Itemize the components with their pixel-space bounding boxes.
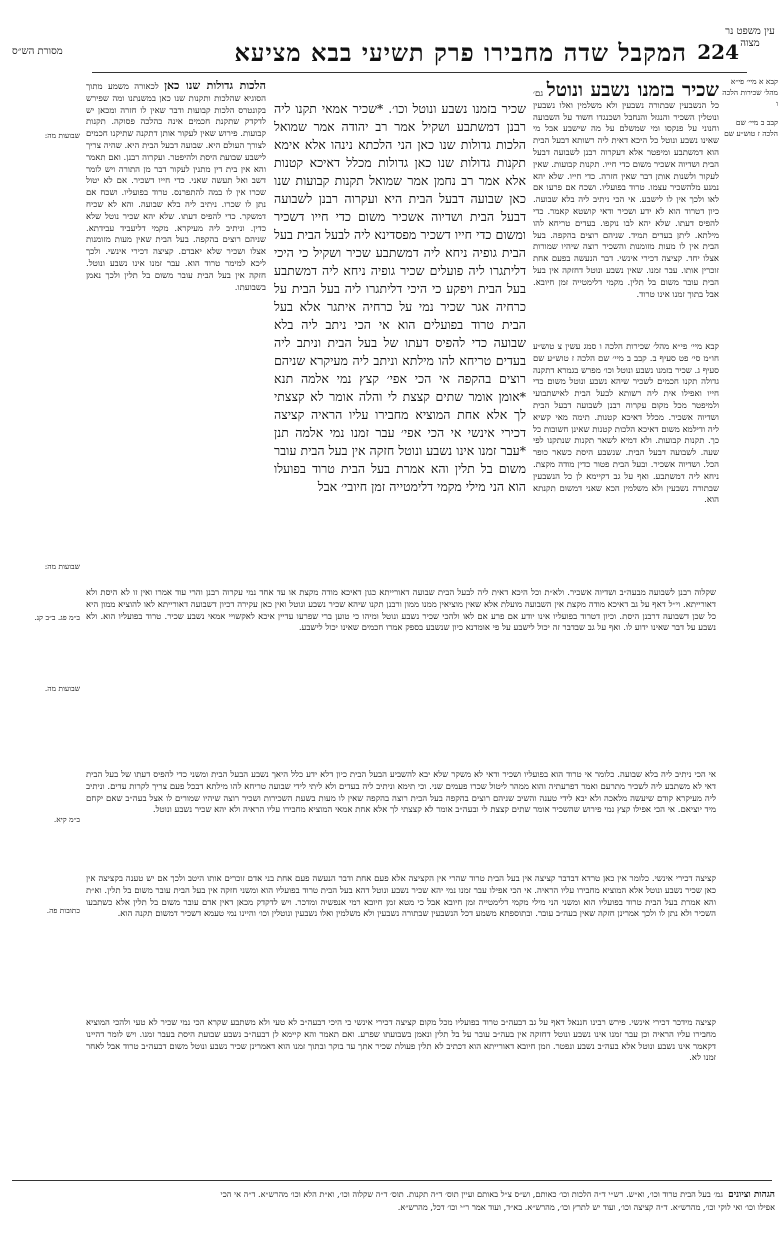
margin-note: כתובות פה. (46, 906, 80, 915)
margin-note: ב״מ פג. ב״ב קנ. (34, 613, 80, 622)
tosafot-text: לכאורה משמע מתוך הסוגיא שהלכות ותקנות שנו כאן במשנתנו ומה שפירש בקונטרס הלכות קבועות ודבר שאין לו חזרה ומכאן יש לדקדק שתקנת חכמים אינה כהלכה פסוקה. תקנות קבועות. פירוש שאין לעקור אותן דתקנה שתיקנו חכמים לצורך העולם היא. שבועה דבעל הבית היא. שהיה צריך לישבע שבועת היסת ולהיפטר. ועקרוה רבנן. ואם תאמר והא אין בית דין מתנין לעקור דבר מן התורה ויש לומר דשב ואל תעשה שאני. כדי חייו דשכיר. אם לא יטול שכרו אין לו במה להתפרנס. טרוד בפועליו. ושכח אם נתן לו שכרו. ניתיב ליה בלא שבועה. והא לא שכיח דמשקר. כדי להפיס דעתו. שלא יהא שכיר נוטל שלא כדין. וניתיב ליה מעיקרא. מקמי דליעביד עבידתא. שניהם רוצים בהקפה. בעל הבית שאין מעות מזומנות אצלו ושכיר שלא יאבדם. קציצה דכירי אינשי. ולכך ליכא למימר טרוד הוא. עבר זמנו אינו נשבע ונוטל. חזקה אין בעל הבית עובר משום בל תלין ולכך נאמן בשבועתו. (86, 82, 266, 293)
right-margin (722, 76, 778, 476)
commentary-paragraph: קציצה דכירי אינשי. כלומר אין כאן טרדא דבדבר קציצה אין בעל הבית טרוד שהרי אין הקציצה אלא פעם אחת ודבר הנעשה פעם אחת בני אדם זוכרים אותו היטב ולכך אם יש טענה בקציצה אין כאן שכיר נשבע ונוטל אלא המוציא מחבירו עליו הראיה. אי הכי אפילו עבר זמנו נמי יהא שכיר נשבע ונוטל דהא בעל הבית טרוד בפועליו הוא ומשני חזקה אין בעל הבית עובר משום בל תלין. וא״ת והא אמרת בעל הבית טרוד בפועליו הוא ומשני הני מילי מקמי דלימטייה זמן חיובא אבל כי מטא זמן חיובא רמי אנפשיה ומדכר. ויש לדקדק מכאן דאין אדם עובר משום בל תלין אלא כשתבעו השכיר ולא נתן לו ולכך אמרינן חזקה שאין בעה״ב עובר. ובתוספתא משמע דכל הנשבעין שבתורה נשבעין ולא משלמין ואלו נשבעין ונוטלין וכו׳ והיינו נמי טעמא דשכיר דמשום תקנה הוא. (86, 874, 716, 920)
rashi-lower-text: קבא מיי׳ פי״א מהל׳ שכירות הלכה ו סמג עשין צ טוש״ע חו״מ סי׳ פט סעיף ב. קבב ב מיי׳ שם הלכה ז טוש״ע שם סעיף ג. שכיר בזמנו נשבע ונוטל וכו׳ מפרש בגמרא דתקנה גדולה תקנו חכמים לשכיר שיהא נשבע ונוטל משום כדי חייו ואפילו אית ליה רשותא לבעל הבית לאישתבועי ולמיפטר מכל מקום עקרוה רבנן לשבועה דבעל הבית ושדיוה אשכיר. מכלל דאיכא קטנות. תימה מאי קשיא ליה ודילמא משום דאיכא הלכות קטנות שאינן חשובות כל כך. תקנות קבועות. ולא דמיא לשאר תקנות שנתקנו לפי שעה. לשבועה דבעל הבית. שנשבע היסת כשאר כופר הכל. ושדיוה אשכיר. ובעל הבית פטור כדין מודה מקצת. ניחא ליה דמשתבע. ואף על גב דקיימא לן כל הנשבעין שבתורה נשבעין ולא משלמין הכא שאני דמשום תקנתא הוא. (533, 342, 719, 506)
margin-note: שבועות מה: (44, 131, 80, 140)
masoret-hashas-label: מסורת הש״ס (12, 46, 63, 57)
page-number: 224 (697, 40, 739, 64)
commentary-paragraph: שקלוה רבנן לשבועה מבעה״ב ושדיוה אשכיר. ולא״ת וכל היכא דאית ליה לבעל הבית שבועה דאורייתא כגון דאיכא מודה מקצת או עד אחד נמי עקרוה רבנן והרי עוד אמרו ואין זו לא היסת ולא דאורייתא. וי״ל דאף על גב דאיכא מודה מקצת אין השבועה מועלת אלא שאין מוציאין ממנו ממון ורבנן תקנו שיהא שכיר נשבע ונוטל ואין כאן עקירה דכיון דשבועה דאורייתא לאו להוציא ממון היא כל שכן דשבועה דרבנן היסת. וכיון דטרוד בפועליו אינו יודע אם פרע אם לאו ולהכי שכיר נשבע ונוטל ומיהו כי טוען ברי שפרעו עדיין איכא לאקשויי אמאי נשבע שכיר. טרוד בפועליו הוא. ולא נשבע על דבר שאינו ידוע לו. ואף על גב שבדבר זה יכול לישבע על פי אומדנא כיון שנשבע בספק אמרו חכמים שאינו יכול לישבע. (86, 588, 716, 634)
margin-note: שבועות מה: (44, 562, 80, 571)
gemara-column (274, 100, 526, 584)
footer-title: הגהות וציונים (728, 1190, 775, 1200)
header-rule (92, 72, 747, 73)
tosafot-title: הלכות גדולות שנו כאן (164, 80, 266, 92)
footer-line-1: גמ׳ בעל הבית טרוד וכו׳, וא״ש. רש״י ד״ה הלכות וכו׳ כאותם, וש״ס צ״ל באותם ועיין תוס׳ ד״ה תקנות. תוס׳ ד״ה שקלוה וכו׳, וא״ת הלא וכו׳ מהרש״א. ד״ה אי הכי (220, 1189, 723, 1199)
left-margin (8, 120, 80, 1120)
ein-mishpat-label: עין משפט נר מצוה (725, 26, 775, 49)
footer-notes (10, 1188, 775, 1218)
margin-note: קבא א מיי׳ פי״א מהל׳ שכירות הלכה ו (722, 77, 778, 108)
margin-note: שבועות מה. (44, 684, 80, 693)
margin-note: ב״מ קיא. (53, 815, 80, 824)
margin-note: קבב ב מיי׳ שם הלכה ז טוש״ע שם (724, 118, 778, 138)
running-title: המקבל שדה מחבירו פרק תשיעי בבא מציעא (234, 38, 687, 67)
gemara-text: שכיר בזמנו נשבע ונוטל וכו׳. *שכיר אמאי תקנו ליה רבנן דמשתבע ושקיל אמר רב יהודה אמר שמואל הלכות גדולות שנו כאן הני הלכתא נינהו אלא אימא תקנות גדולות שנו כאן גדולות מכלל דאיכא קטנות אלא אמר רב נחמן אמר שמואל תקנות קבועות שנו כאן שבועה דבעל הבית היא ועקרוה רבנן לשבועה דבעל הבית ושדיוה אשכיר משום כדי חייו דשכיר ומשום כדי חייו דשכיר מפסדינא ליה לבעל הבית בעל הבית גופיה ניחא ליה דמשתבע שכיר ושקיל כי היכי דליתגרו ליה פועלים שכיר גופיה ניחא ליה דמשתבע בעל הבית ויפקע כי היכי דליתגרו ליה בעל הבית על כרחיה אגר שכיר נמי על כרחיה איתגר אלא בעל הבית טרוד בפועלים הוא אי הכי ניתב ליה בלא שבועה כדי להפיס דעתו של בעל הבית וניתב ליה בעדים טריחא להו מילתא וניתב ליה מעיקרא שניהם רוצים בהקפה אי הכי אפי׳ קצץ נמי אלמה תנא *אומן אומר שתים קצצת לי והלה אומר לא קצצתי לך אלא אחת המוציא מחבירו עליו הראיה קציצה דכירי אינשי אי הכי אפי׳ עבר זמנו נמי אלמה תנן *עבר זמנו אינו נשבע ונוטל חזקה אין בעל הבית עובר משום בל תלין והא אמרת בעל הבית טרוד בפועלו הוא הני מילי מקמי דלימטייה זמן חיובי׳ אבל (274, 101, 526, 494)
rashi-text: גם׳ כל הנשבעין שבתורה נשבעין ולא משלמין ואלו נשבעין ונוטלין השכיר והנגזל והנחבל ושכנגדו חשוד על השבועה וחנוני על פנקסו ומי שמשלם על מה שישבע אבל מי שאינו נשבע ונוטל כל היכא דאית ליה רשותא דבעל הבית הוא דמשתבע ומיפטר אלא דעקרוה רבנן לשבועה דבעל הבית ושדיוה אשכיר משום כדי חייו. תקנות קבועות. שאין לעקור ולשנות אותן דבר שאין חזרה. כדי חייו. שלא יהא נמנע מלהשכיר עצמו. טרוד בפועליו. ושכח אם פרעו אם לאו ולכך אין לו לישבע. אי הכי ניתיב ליה בלא שבועה. כיון דטרוד הוא לא ידע ושכיר ודאי קושטא קאמר. כדי להפיס דעתו. שלא יהא לבו נוקפו. בעדים טריחא להו מילתא. ליתן בעדים תמיד. שניהם רוצים בהקפה. בעל הבית אין לו מעות מזומנות והשכיר רוצה שיהיו שמורות אצלו יחד. קציצה דכירי אינשי. דבר הנעשה בפעם אחת זוכרין אותו. עבר זמנו. שאין נשבע ונוטל דחזקה אין בעל הבית עובר משום בל תלין. מקמי דלימטייה זמן חיובא. אבל בתוך זמנו אינו טרוד. (533, 89, 719, 300)
wide-commentary-3 (86, 874, 716, 1014)
wide-commentary-4 (86, 1018, 716, 1170)
footer-line-2: אפילו וכו׳ ואי לוקי וכו׳, מהרש״א. ד״ה קציצה וכו׳, ועוד יש לתרץ וכו׳, מהרש״א. בא״ד, ועוד אמר ר״י וכו׳ דכל, מהרש״א. (397, 1202, 775, 1212)
tosafot-column (86, 80, 266, 580)
rashi-lower-column (533, 342, 719, 582)
page-header (92, 38, 747, 68)
commentary-paragraph: קציצה מידכר דכירי אינשי. פירש רבינו חננאל דאף על גב דבעה״ב טרוד בפועליו מכל מקום קציצה דכירי אינשי כי היכי דבעה״ב לא טעי ולא משתבע שקרא הכי נמי שכיר לא טעי ולהכי המוציא מחבירו עליו הראיה וכן עבר זמנו אינו נשבע ונוטל דחזקה אין בעה״ב עובר על בל תלין ונאמן בשבועתו שפרע. ואם תאמר והא קיימא לן דבעה״ב נשבע שבועת היסת בעבר זמנו. ויש לומר דהיינו דקאמר אינו נשבע ונוטל אלא בעה״ב נשבע ונפטר. וזמן חיובא דאורייתא הוא דכתיב לא תלין פעולת שכיר אתך עד בוקר ובתוך זמנו הוא דאמרינן שכיר נשבע ונוטל משום דבעה״ב טרוד אבל לאחר זמנו לא. (86, 1018, 716, 1064)
footer-rule (12, 1180, 772, 1181)
wide-commentary-2 (86, 770, 716, 870)
rashi-lead-word: שכיר בזמנו נשבע ונוטל (546, 80, 719, 101)
wide-commentary-1 (86, 588, 716, 764)
commentary-paragraph: אי הכי ניתיב ליה בלא שבועה. כלומר אי טרוד הוא בפועליו ושכיר ודאי לא משקר שלא יבא להשביע הבעל הבית כיון דלא ידע כלל היאך נשבע הבעל הבית ומשני כדי להפיס דעתו של בעל הבית דאי לא משתבע ליה לשכיר מתרעם ואמר דפרעתיה והוא ממהר ליטול שכרו פעמים שני. וכי תימא וניתיב ליה בעדים ולא ליתי לידי שבועה טריחא להו מילתא דבכל פעם צריך לקרות עדים. וניתיב ליה מעיקרא קודם שיעשה מלאכה ולא יבא לידי טענה והשיב שניהם רוצים בהקפה בעל הבית רוצה בהקפה שאין לו מעות בשעת השכירות ושכיר רוצה שיהיו שמורים לו אצל בעה״ב שאם יקחם מיד יוציאם. אי הכי אפילו קצץ נמי פירוש שהשכיר אומר שתים קצצת לי ובעה״ב אומר לא קצצתי לך אלא אחת אמאי המוציא מחבירו עליו הראיה ולא יהא שכיר נשבע ונוטל. (86, 770, 716, 816)
rashi-column (533, 80, 719, 338)
